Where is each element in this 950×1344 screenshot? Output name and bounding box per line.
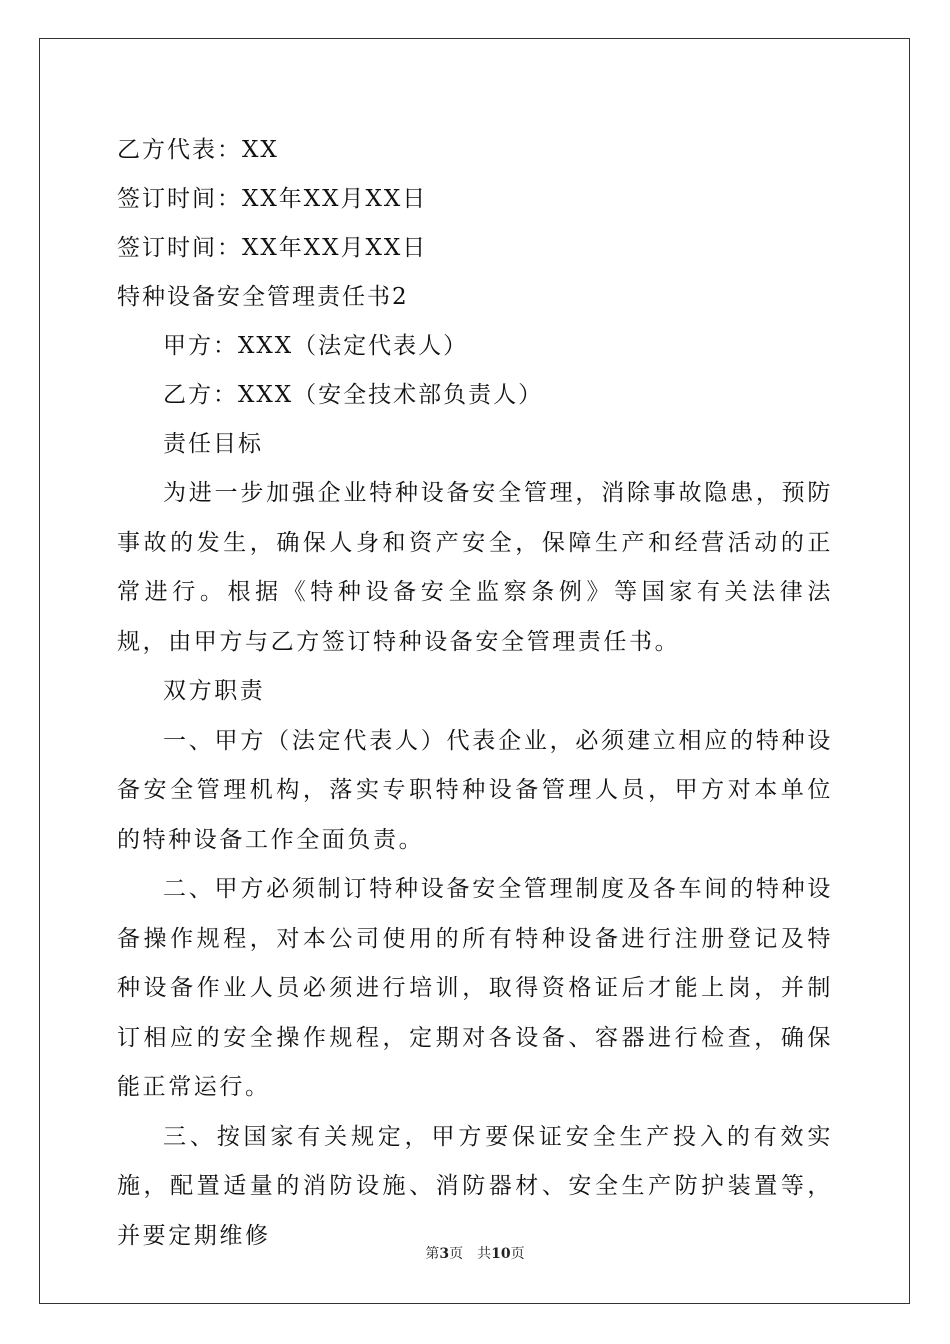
paragraph: 为进一步加强企业特种设备安全管理，消除事故隐患，预防事故的发生，确保人身和资产安全，保障生产和经营活动的正常进行。根据《特种设备安全监察条例》等国家有关法律法规，由甲方与乙方签订特种设备安全管理责任书。 (117, 480, 833, 655)
total-pages: 10 (491, 1246, 511, 1262)
section-heading: 双方职责 (163, 678, 266, 704)
page-footer (0, 1244, 950, 1264)
section-heading: 责任目标 (163, 431, 263, 457)
page-number: 3 (439, 1246, 450, 1262)
party-b-representative: 乙方代表：XX (117, 137, 279, 163)
party-a: 甲方：XXX（法定代表人） (163, 333, 469, 359)
paragraph: 二、甲方必须制订特种设备安全管理制度及各车间的特种设备操作规程，对本公司使用的所有特种设备进行注册登记及特种设备作业人员必须进行培训，取得资格证后才能上岗，并制订相应的安全操作规程，定期对各设备、容器进行检查，确保能正常运行。 (117, 876, 833, 1100)
footer-prefix: 第 (425, 1246, 440, 1262)
signing-date: 签订时间：XX年XX月XX日 (117, 186, 428, 212)
paragraph: 三、按国家有关规定，甲方要保证安全生产投入的有效实施，配置适量的消防设施、消防器材、安全生产防护装置等，并要定期维修 (117, 1123, 833, 1249)
party-b: 乙方：XXX（安全技术部负责人） (163, 382, 544, 408)
document-title: 特种设备安全管理责任书2 (117, 284, 409, 310)
paragraph: 一、甲方（法定代表人）代表企业，必须建立相应的特种设备安全管理机构，落实专职特种设备管理人员，甲方对本单位的特种设备工作全面负责。 (117, 727, 833, 853)
signing-date: 签订时间：XX年XX月XX日 (117, 235, 428, 261)
footer-mid: 页 共 (449, 1246, 492, 1262)
document-body (117, 126, 833, 1261)
footer-suffix: 页 (510, 1246, 525, 1262)
